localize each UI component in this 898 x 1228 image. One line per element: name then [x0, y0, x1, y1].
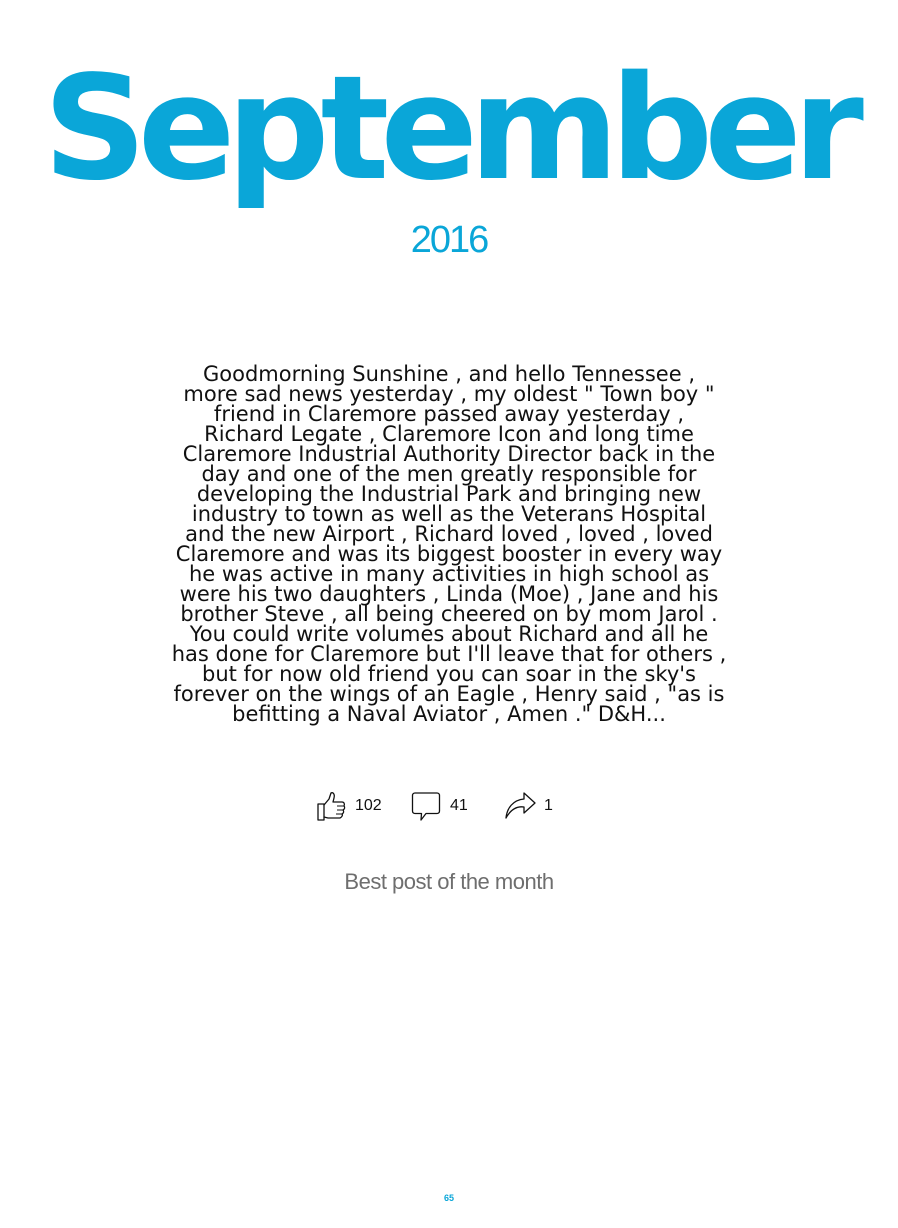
shares-stat — [504, 789, 553, 823]
likes-count: 102 — [355, 797, 382, 814]
post-line: has done for Claremore but I'll leave that for others , — [171, 642, 727, 666]
post-line: forever on the wings of an Eagle , Henry said , "as is — [173, 682, 725, 706]
thumbs-up-icon — [315, 790, 347, 822]
post-line: Goodmorning Sunshine , and hello Tennessee , — [202, 362, 695, 386]
year-subtitle: 2016 — [410, 219, 488, 261]
share-arrow-icon — [504, 790, 536, 822]
post-line: brother Steve , all being cheered on by mom Jarol . — [180, 602, 718, 626]
post-line: Richard Legate , Claremore Icon and long time — [204, 422, 694, 446]
comments-count: 41 — [450, 797, 468, 814]
post-line: Claremore Industrial Authority Director back in the — [182, 442, 716, 466]
caption: Best post of the month — [344, 869, 554, 894]
post-line: and the new Airport , Richard loved , loved , loved — [185, 522, 713, 546]
post-line: You could write volumes about Richard and all he — [189, 622, 709, 646]
post-line: but for now old friend you can soar in the sky's — [202, 662, 696, 686]
speech-bubble-icon — [410, 790, 442, 822]
post-line: industry to town as well as the Veterans Hospital — [191, 502, 707, 526]
post-line: day and one of the men greatly responsible for — [201, 462, 697, 486]
post-line: developing the Industrial Park and bringing new — [196, 482, 702, 506]
comments-stat — [410, 789, 468, 823]
shares-count: 1 — [544, 797, 553, 814]
post-line: friend in Claremore passed away yesterday , — [213, 402, 685, 426]
post-text — [159, 364, 739, 724]
post-stats — [0, 789, 898, 823]
month-title: September — [43, 44, 855, 212]
likes-stat — [315, 789, 382, 823]
post-line: were his two daughters , Linda (Moe) , Jane and his — [179, 582, 719, 606]
post-line: he was active in many activities in high school as — [188, 562, 710, 586]
post-line: befitting a Naval Aviator , Amen ." D&H... — [232, 702, 666, 726]
page-number: 65 — [443, 1193, 454, 1203]
post-line: Claremore and was its biggest booster in every way — [175, 542, 723, 566]
post-line: more sad news yesterday , my oldest " Town boy " — [183, 382, 715, 406]
